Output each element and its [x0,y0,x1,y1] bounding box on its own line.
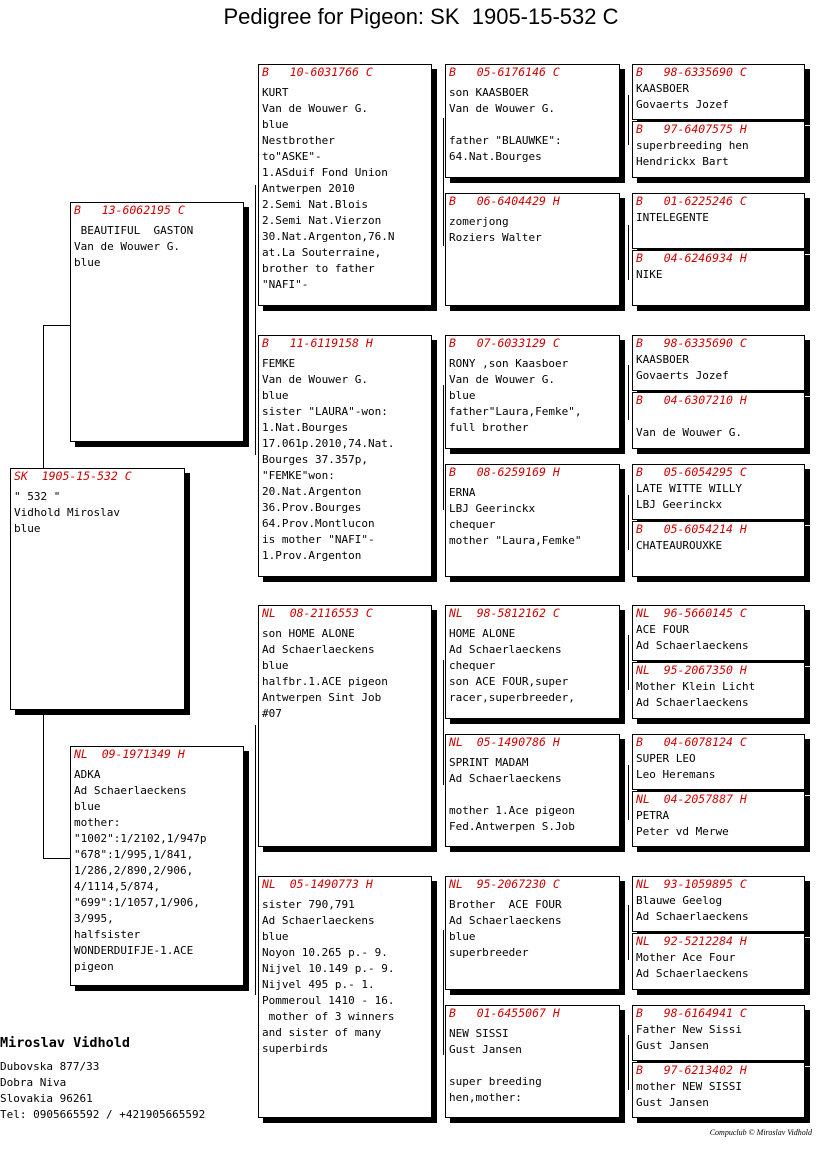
gg-grandparent-card [632,1062,805,1118]
pigeon-info: SPRINT MADAM Ad Schaerlaeckens mother 1.Ace pigeon Fed.Antwerpen S.Job [449,756,575,833]
gg-grandparent-card [632,734,805,790]
page-title: Pedigree for Pigeon: SK 1905-15-532 C [223,4,619,29]
ring-number: B 10-6031766 C [262,65,373,79]
pigeon-info: Blauwe Geelog Ad Schaerlaeckens [636,894,749,923]
granddam-dam-side-card [258,876,432,1118]
owner-street: Dubovska 877/33 [0,1060,100,1073]
gg-grandparent-card [632,335,805,391]
pigeon-info: Father New Sissi Gust Jansen [636,1023,742,1052]
connector-line [628,635,629,690]
owner-country: Slovakia 96261 [0,1092,93,1105]
gg-grandparent-card [632,64,805,120]
ring-number: NL 93-1059895 C [636,877,747,891]
ring-number: NL 09-1971349 H [74,747,185,761]
ring-number: B 98-6335690 C [636,65,747,79]
connector-line [443,930,444,1055]
great-grandparent-card [445,464,620,577]
grandsire-sire-side-card [258,64,432,306]
pigeon-info: son KAASBOER Van de Wouwer G. father "BLAUWKE": 64.Nat.Bourges [449,86,562,163]
connector-line [628,365,629,420]
great-grandparent-card [445,335,620,449]
connector-line [255,725,256,995]
connector-line [628,1035,629,1090]
connector-line [443,660,444,785]
connector-line [255,185,256,455]
pigeon-info: ACE FOUR Ad Schaerlaeckens [636,623,749,652]
pigeon-info: zomerjong Roziers Walter [449,215,542,244]
pigeon-info: Mother Ace Four Ad Schaerlaeckens [636,951,749,980]
pigeon-info: KAASBOER Govaerts Jozef [636,82,729,111]
connector-line [43,325,44,470]
connector-line [443,118,444,246]
ring-number: SK 1905-15-532 C [14,469,132,483]
ring-number: B 11-6119158 H [262,336,373,350]
ring-number: B 05-6176146 C [449,65,560,79]
ring-number: NL 05-1490786 H [449,735,560,749]
ring-number: B 97-6213402 H [636,1063,747,1077]
owner-city: Dobra Niva [0,1076,67,1089]
great-grandparent-card [445,734,620,847]
gg-grandparent-card [632,193,805,249]
ring-number: B 08-6259169 H [449,465,560,479]
ring-number: B 06-6404429 H [449,194,560,208]
ring-number: NL 98-5812162 C [449,606,560,620]
pigeon-info: NEW SISSI Gust Jansen super breeding hen,mother: [449,1027,542,1104]
pigeon-info: mother NEW SISSI Gust Jansen [636,1080,742,1109]
pigeon-info: ERNA LBJ Geerinckx chequer mother "Laura,Femke" [449,486,582,547]
connector-line [628,225,629,280]
great-grandparent-card [445,1005,620,1118]
pigeon-info: superbreeding hen Hendrickx Bart [636,139,749,168]
pigeon-info: CHATEAUROUXKE [636,539,723,552]
pigeon-info: RONY ,son Kaasboer Van de Wouwer G. blue father"Laura,Femke", full brother [449,357,582,434]
gg-grandparent-card [632,121,805,178]
ring-number: NL 95-2067350 H [636,663,747,677]
pigeon-info: Mother Klein Licht Ad Schaerlaeckens [636,680,756,709]
pigeon-info: KURT Van de Wouwer G. blue Nestbrother to"ASKE"- 1.ASduif Fond Union Antwerpen 2010 2.Semi Nat.Blois 2.Semi Nat.Vierzon 30.Nat.Argenton,76.N at.La Souterraine, brother to father "NAFI"- [262,86,395,291]
pigeon-info: " 532 " Vidhold Miroslav blue [14,490,120,535]
ring-number: NL 04-2057887 H [636,792,747,806]
connector-line [43,858,70,859]
dam-card [70,746,244,986]
gg-grandparent-card [632,464,805,520]
ring-number: B 05-6054295 C [636,465,747,479]
pigeon-info: FEMKE Van de Wouwer G. blue sister "LAURA"-won: 1.Nat.Bourges 17.061p.2010,74.Nat. Bourges 37.357p, "FEMKE"won: 20.Nat.Argenton 36.Prov.Bourges 64.Prov.Montlucon is mother "NAFI"- 1.Prov.Argenton [262,357,395,562]
connector-line [43,325,70,326]
connector-line [443,385,444,510]
ring-number: B 97-6407575 H [636,122,747,136]
ring-number: B 01-6455067 H [449,1006,560,1020]
gg-grandparent-card [632,933,805,990]
sire-card [70,202,244,442]
great-grandparent-card [445,876,620,990]
ring-number: B 01-6225246 C [636,194,747,208]
pigeon-info: LATE WITTE WILLY LBJ Geerinckx [636,482,742,511]
connector-line [628,95,629,145]
gg-grandparent-card [632,662,805,719]
great-grandparent-card [445,605,620,719]
ring-number: B 04-6078124 C [636,735,747,749]
pigeon-info: HOME ALONE Ad Schaerlaeckens chequer son ACE FOUR,super racer,superbreeder, [449,627,575,704]
pigeon-info: Van de Wouwer G. [636,426,742,439]
ring-number: NL 05-1490773 H [262,877,373,891]
ring-number: B 13-6062195 C [74,203,185,217]
pigeon-info: Brother ACE FOUR Ad Schaerlaeckens blue superbreeder [449,898,562,959]
gg-grandparent-card [632,1005,805,1061]
ring-number: B 98-6335690 C [636,336,747,350]
ring-number: B 07-6033129 C [449,336,560,350]
ring-number: B 04-6307210 H [636,393,747,407]
granddam-sire-side-card [258,335,432,577]
connector-line [43,710,44,858]
ring-number: NL 95-2067230 C [449,877,560,891]
gg-grandparent-card [632,791,805,847]
pigeon-info: INTELEGENTE [636,211,709,224]
pigeon-info: BEAUTIFUL GASTON Van de Wouwer G. blue [74,224,194,269]
ring-number: B 05-6054214 H [636,522,747,536]
pigeon-info: SUPER LEO Leo Heremans [636,752,716,781]
pigeon-info: NIKE [636,268,663,281]
connector-line [628,765,629,820]
ring-number: NL 96-5660145 C [636,606,747,620]
ring-number: NL 92-5212284 H [636,934,747,948]
grandsire-dam-side-card [258,605,432,847]
connector-line [628,905,629,960]
gg-grandparent-card [632,605,805,661]
footer-credit: Compuclub © Miroslav Vidhold [709,1128,812,1137]
ring-number: B 04-6246934 H [636,251,747,265]
ring-number: B 98-6164941 C [636,1006,747,1020]
pigeon-info: son HOME ALONE Ad Schaerlaeckens blue halfbr.1.ACE pigeon Antwerpen Sint Job #07 [262,627,388,720]
pigeon-info: sister 790,791 Ad Schaerlaeckens blue Noyon 10.265 p.- 9. Nijvel 10.149 p.- 9. Nijvel 495 p.- 1. Pommeroul 1410 - 16. mother of 3 winners and sister of many superbirds [262,898,395,1055]
pigeon-info: ADKA Ad Schaerlaeckens blue mother: "1002":1/2102,1/947p "678":1/995,1/841, 1/286,2/890,2/906, 4/1114,5/874, "699":1/1057,1/906, 3/995, halfsister WONDERDUIFJE-1.ACE pigeon [74,768,207,973]
subject-pigeon-card [10,468,185,710]
great-grandparent-card [445,193,620,306]
pigeon-info: PETRA Peter vd Merwe [636,809,729,838]
great-grandparent-card [445,64,620,178]
gg-grandparent-card [632,876,805,932]
owner-phone: Tel: 0905665592 / +421905665592 [0,1108,206,1121]
gg-grandparent-card [632,521,805,577]
gg-grandparent-card [632,250,805,306]
ring-number: NL 08-2116553 C [262,606,373,620]
pigeon-info: KAASBOER Govaerts Jozef [636,353,729,382]
owner-name: Miroslav Vidhold [0,1035,131,1051]
connector-line [628,495,629,550]
gg-grandparent-card [632,392,805,449]
